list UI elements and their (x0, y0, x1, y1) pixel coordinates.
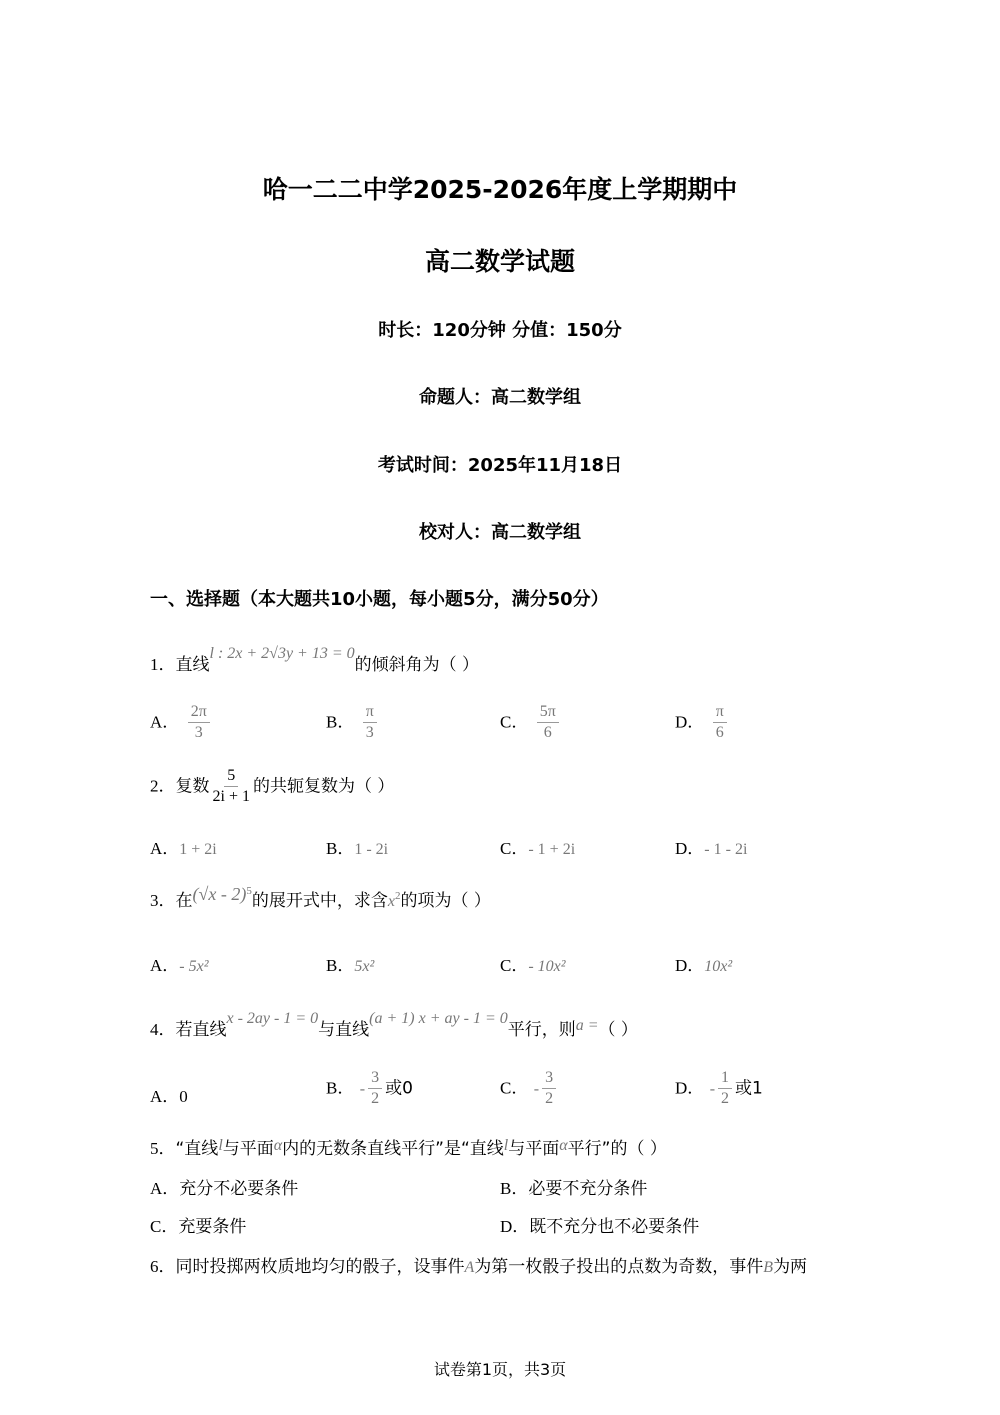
option-label: C． (500, 1078, 529, 1098)
fraction-numerator: π (363, 702, 377, 723)
math-variable: B (763, 1259, 774, 1276)
exam-duration-score: 时长：120分钟 分值：150分 (378, 320, 622, 341)
minus-sign: - (709, 1080, 716, 1098)
math-variable: l (503, 1137, 509, 1154)
option-value: - 1 + 2i (528, 841, 576, 858)
math-variable: α (273, 1137, 283, 1154)
fraction-denominator: 3 (365, 724, 374, 741)
option-label: A． (150, 1179, 180, 1198)
math-expression: (√x - 2) (192, 884, 247, 904)
question-text: 与平面 (222, 1139, 274, 1159)
fraction-denominator: 2i + 1 (212, 788, 250, 805)
question-6 (150, 1252, 807, 1277)
option-label: C． (500, 839, 529, 858)
exam-reviewer: 校对人：高二数学组 (419, 522, 581, 543)
fraction-numerator: 2π (188, 702, 210, 723)
option-c (500, 702, 562, 743)
question-text: 复数 (175, 776, 210, 797)
option-b (326, 1068, 413, 1109)
option-d (675, 951, 732, 976)
option-label: B． (326, 1078, 355, 1098)
fraction (718, 1068, 732, 1109)
math-expression: x - 2ay - 1 = 0 (226, 1010, 319, 1027)
option-label: B． (500, 1179, 529, 1198)
question-number: 4． (150, 1020, 176, 1039)
option-b (326, 702, 380, 743)
option-value: 既不充分也不必要条件 (529, 1217, 700, 1237)
fraction-denominator: 2 (545, 1090, 554, 1107)
option-value: - 10x² (528, 958, 566, 975)
fraction (363, 702, 377, 743)
math-expression: a = (575, 1017, 599, 1034)
option-label: B． (326, 839, 355, 858)
minus-sign: - (533, 1080, 540, 1098)
option-label: D． (675, 1078, 705, 1098)
question-3 (150, 886, 491, 911)
option-d (675, 702, 730, 743)
fraction-numerator: 3 (368, 1068, 382, 1089)
option-value: - 1 - 2i (704, 841, 748, 858)
option-value: 1 + 2i (179, 841, 217, 858)
exam-date: 考试时间：2025年11月18日 (377, 455, 623, 476)
fraction-denominator: 6 (715, 724, 724, 741)
math-variable: x (387, 893, 395, 910)
question-4 (150, 1010, 638, 1040)
minus-sign: - (359, 1080, 366, 1098)
question-text: 与直线 (318, 1020, 370, 1040)
question-number: 5． (150, 1139, 176, 1158)
question-text: 内的无数条直线平行”是“直线 (282, 1139, 504, 1159)
math-expression: l : 2x + 2√3y + 13 = 0 (209, 645, 355, 662)
question-text: 的倾斜角为（ ） (354, 655, 480, 675)
fraction-numerator: 5 (224, 766, 238, 787)
math-exponent: 5 (246, 885, 252, 897)
option-a (150, 702, 213, 743)
question-text: “直线 (175, 1139, 219, 1159)
option-b (326, 951, 374, 976)
option-label: A． (150, 956, 180, 975)
option-label: C． (500, 712, 529, 732)
question-text: 为两 (773, 1257, 808, 1277)
fraction-denominator: 2 (371, 1090, 380, 1107)
option-tail: 或0 (385, 1078, 413, 1099)
question-text: 平行，则 (507, 1020, 576, 1040)
page-footer: 试卷第1页，共3页 (433, 1360, 567, 1379)
question-text: 平行”的（ ） (567, 1139, 667, 1159)
option-value: 0 (179, 1087, 188, 1106)
option-d (500, 1212, 699, 1237)
option-label: A． (150, 1087, 180, 1106)
question-text: 同时投掷两枚质地均匀的骰子，设事件 (175, 1257, 465, 1277)
question-1 (150, 645, 480, 675)
option-label: B． (326, 956, 355, 975)
question-text: （ ） (598, 1020, 638, 1040)
option-label: A． (150, 839, 180, 858)
option-a (150, 1082, 188, 1107)
option-b (326, 834, 388, 859)
question-number: 6． (150, 1257, 176, 1276)
option-label: D． (500, 1217, 530, 1236)
question-text: 的项为（ ） (400, 891, 491, 911)
question-2 (150, 766, 394, 807)
option-c (150, 1212, 246, 1237)
math-exponent: 2 (394, 890, 401, 902)
question-text: 在 (175, 891, 193, 911)
math-expression: (a + 1) x + ay - 1 = 0 (369, 1010, 508, 1027)
question-number: 2． (150, 776, 176, 796)
option-label: C． (500, 956, 529, 975)
option-value: 充要条件 (178, 1217, 247, 1237)
math-variable: α (559, 1137, 568, 1154)
fraction (213, 766, 250, 807)
question-text: 为第一枚骰子投出的点数为奇数，事件 (474, 1257, 764, 1277)
question-text: 与平面 (508, 1139, 560, 1159)
fraction-numerator: 5π (537, 702, 559, 723)
fraction (542, 1068, 556, 1109)
option-b (500, 1174, 647, 1199)
question-text: 的共轭复数为（ ） (252, 776, 395, 797)
option-label: C． (150, 1217, 179, 1236)
fraction (188, 702, 210, 743)
fraction-numerator: π (713, 702, 727, 723)
fraction-denominator: 3 (194, 724, 203, 741)
option-c (500, 951, 566, 976)
option-label: B． (326, 712, 355, 732)
exam-title: 高二数学试题 (424, 247, 575, 276)
school-title: 哈一二二中学2025-2026年度上学期期中 (262, 175, 738, 204)
fraction-denominator: 2 (721, 1090, 730, 1107)
question-number: 3． (150, 891, 176, 910)
fraction (368, 1068, 382, 1109)
fraction (537, 702, 559, 743)
option-d (675, 1068, 763, 1109)
math-variable: A (464, 1259, 475, 1276)
option-label: D． (675, 712, 705, 732)
option-tail: 或1 (735, 1078, 763, 1099)
exam-author: 命题人：高二数学组 (419, 387, 581, 408)
fraction-denominator: 6 (543, 724, 552, 741)
option-value: 1 - 2i (354, 841, 389, 858)
option-value: 必要不充分条件 (528, 1179, 648, 1199)
question-number: 1． (150, 655, 176, 674)
option-label: D． (675, 956, 705, 975)
section-heading: 一、选择题（本大题共10小题，每小题5分，满分50分） (150, 589, 609, 610)
option-value: 10x² (704, 958, 733, 975)
question-text: 直线 (175, 655, 210, 675)
option-value: 充分不必要条件 (179, 1179, 299, 1199)
fraction-numerator: 1 (718, 1068, 732, 1089)
question-5 (150, 1134, 667, 1159)
math-variable: l (218, 1137, 223, 1154)
option-value: 5x² (354, 958, 375, 975)
option-a (150, 834, 217, 859)
option-label: A． (150, 712, 180, 732)
fraction (713, 702, 727, 743)
option-label: D． (675, 839, 705, 858)
option-a (150, 951, 209, 976)
option-value: - 5x² (179, 958, 209, 975)
option-c (500, 834, 575, 859)
question-text: 若直线 (175, 1020, 227, 1040)
option-c (500, 1068, 559, 1109)
question-text: 的展开式中，求含 (251, 891, 388, 911)
option-a (150, 1174, 298, 1199)
option-d (675, 834, 747, 859)
fraction-numerator: 3 (542, 1068, 556, 1089)
